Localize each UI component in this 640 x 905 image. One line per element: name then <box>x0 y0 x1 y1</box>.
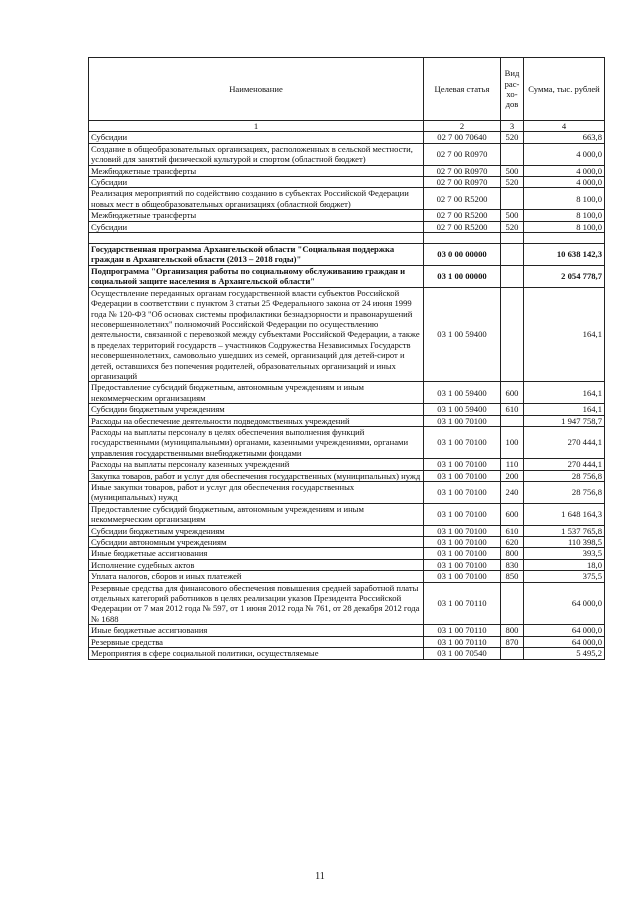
header-code: Целевая статья <box>424 58 501 121</box>
cell-kind: 520 <box>501 132 524 143</box>
table-row <box>89 537 605 548</box>
cell-kind: 100 <box>501 426 524 458</box>
cell-kind: 600 <box>501 382 524 404</box>
cell-kind: 620 <box>501 537 524 548</box>
column-number: 4 <box>524 121 605 132</box>
cell-sum: 164,1 <box>524 287 605 382</box>
cell-kind: 830 <box>501 559 524 570</box>
column-number: 3 <box>501 121 524 132</box>
cell-code: 03 1 00 70100 <box>424 559 501 570</box>
cell-kind: 850 <box>501 571 524 582</box>
table-row <box>89 415 605 426</box>
cell-code: 03 1 00 70100 <box>424 459 501 470</box>
cell-code: 03 1 00 70100 <box>424 537 501 548</box>
cell-sum: 64 000,0 <box>524 636 605 647</box>
cell-name: Иные бюджетные ассигнования <box>89 548 424 559</box>
table-row <box>89 482 605 504</box>
cell-sum: 393,5 <box>524 548 605 559</box>
table-row <box>89 382 605 404</box>
cell-code: 03 1 00 70540 <box>424 648 501 659</box>
cell-kind: 110 <box>501 459 524 470</box>
cell-kind: 610 <box>501 404 524 415</box>
cell-code: 03 1 00 70100 <box>424 415 501 426</box>
cell-code: 03 1 00 70100 <box>424 571 501 582</box>
table-row <box>89 404 605 415</box>
page-number: 11 <box>315 871 325 882</box>
cell-sum: 164,1 <box>524 404 605 415</box>
table-row <box>89 265 605 287</box>
budget-table <box>88 57 605 660</box>
cell-name: Государственная программа Архангельской области "Социальная поддержка граждан в Архангельской области (2013 – 2018 годы)" <box>89 244 424 266</box>
cell-name: Резервные средства <box>89 636 424 647</box>
cell-name: Субсидии <box>89 132 424 143</box>
cell-kind: 520 <box>501 177 524 188</box>
table-row <box>89 244 605 266</box>
table-row <box>89 165 605 176</box>
table-header-row <box>89 58 605 121</box>
cell-kind: 500 <box>501 165 524 176</box>
cell-code: 03 1 00 59400 <box>424 382 501 404</box>
cell-code: 03 1 00 70100 <box>424 525 501 536</box>
cell-kind <box>501 648 524 659</box>
cell-kind <box>501 143 524 165</box>
cell-name: Резервные средства для финансового обеспечения повышения средней заработной платы отдельных категорий работников в целях реализации указов Президента Российской Федерации от 7 мая 2012 года № 597, от 1 июня 2012 года № 761, от 28 декабря 2012 года № 1688 <box>89 582 424 625</box>
cell-name: Расходы на выплаты персоналу казенных учреждений <box>89 459 424 470</box>
cell-kind: 600 <box>501 503 524 525</box>
cell-code <box>424 233 501 244</box>
cell-name: Межбюджетные трансферты <box>89 165 424 176</box>
cell-sum: 270 444,1 <box>524 426 605 458</box>
cell-kind <box>501 582 524 625</box>
cell-kind: 870 <box>501 636 524 647</box>
cell-code: 03 1 00 70100 <box>424 503 501 525</box>
table-row <box>89 571 605 582</box>
table-row <box>89 210 605 221</box>
cell-name: Субсидии <box>89 177 424 188</box>
cell-kind <box>501 415 524 426</box>
cell-name: Субсидии бюджетным учреждениям <box>89 404 424 415</box>
header-kind: Вид рас-хо-дов <box>501 58 524 121</box>
cell-name: Субсидии автономным учреждениям <box>89 537 424 548</box>
table-row <box>89 143 605 165</box>
header-sum: Сумма, тыс. рублей <box>524 58 605 121</box>
cell-name: Закупка товаров, работ и услуг для обеспечения государственных (муниципальных) нужд <box>89 470 424 481</box>
cell-code: 03 1 00 70110 <box>424 625 501 636</box>
cell-code: 02 7 00 R5200 <box>424 210 501 221</box>
cell-code: 03 1 00 59400 <box>424 287 501 382</box>
table-row <box>89 503 605 525</box>
cell-code: 03 1 00 70110 <box>424 582 501 625</box>
column-number: 1 <box>89 121 424 132</box>
table-row <box>89 287 605 382</box>
cell-kind <box>501 265 524 287</box>
cell-sum: 1 648 164,3 <box>524 503 605 525</box>
cell-name: Осуществление переданных органам государственной власти субъектов Российской Федерации в соответствии с пунктом 3 статьи 25 Федерального закона от 24 июня 1999 года № 120-ФЗ "Об основах системы профилактики безнадзорности и правонарушений несовершеннолетних" полномочий Российской Федерации по осуществлению деятельности, связанной с перевозкой между субъектами Российской Федерации, а также в пределах территорий государств – участников Содружества Независимых Государств несовершеннолетних, самовольно ушедших из семей, организаций для детей-сирот и детей, оставшихся без попечения родителей, образовательных организаций и иных организаций <box>89 287 424 382</box>
table-row <box>89 221 605 232</box>
cell-name: Реализация мероприятий по содействию созданию в субъектах Российской Федерации новых мест в общеобразовательных организациях (областной бюджет) <box>89 188 424 210</box>
cell-kind: 520 <box>501 221 524 232</box>
cell-name: Предоставление субсидий бюджетным, автономным учреждениям и иным некоммерческим организациям <box>89 503 424 525</box>
cell-kind <box>501 233 524 244</box>
cell-kind <box>501 244 524 266</box>
cell-sum: 18,0 <box>524 559 605 570</box>
cell-name: Субсидии бюджетным учреждениям <box>89 525 424 536</box>
cell-kind: 200 <box>501 470 524 481</box>
table-row <box>89 648 605 659</box>
cell-sum: 64 000,0 <box>524 625 605 636</box>
table-row <box>89 548 605 559</box>
cell-code: 03 1 00 70100 <box>424 482 501 504</box>
cell-code: 02 7 00 R0970 <box>424 165 501 176</box>
cell-sum: 10 638 142,3 <box>524 244 605 266</box>
document-page <box>88 57 604 660</box>
cell-sum: 270 444,1 <box>524 459 605 470</box>
cell-code: 02 7 00 R0970 <box>424 143 501 165</box>
cell-sum: 64 000,0 <box>524 582 605 625</box>
cell-sum: 4 000,0 <box>524 165 605 176</box>
cell-name: Уплата налогов, сборов и иных платежей <box>89 571 424 582</box>
table-row <box>89 132 605 143</box>
cell-sum: 28 756,8 <box>524 482 605 504</box>
cell-sum: 1 947 758,7 <box>524 415 605 426</box>
cell-kind <box>501 188 524 210</box>
cell-sum: 110 398,5 <box>524 537 605 548</box>
cell-name: Исполнение судебных актов <box>89 559 424 570</box>
cell-name: Иные бюджетные ассигнования <box>89 625 424 636</box>
table-body <box>89 132 605 659</box>
cell-sum: 4 000,0 <box>524 177 605 188</box>
cell-name: Расходы на обеспечение деятельности подведомственных учреждений <box>89 415 424 426</box>
cell-name <box>89 233 424 244</box>
header-name: Наименование <box>89 58 424 121</box>
table-row <box>89 470 605 481</box>
cell-code: 03 1 00 00000 <box>424 265 501 287</box>
cell-code: 03 1 00 70110 <box>424 636 501 647</box>
table-row <box>89 177 605 188</box>
table-row <box>89 559 605 570</box>
cell-code: 02 7 00 70640 <box>424 132 501 143</box>
cell-sum: 164,1 <box>524 382 605 404</box>
cell-sum: 375,5 <box>524 571 605 582</box>
cell-code: 03 1 00 59400 <box>424 404 501 415</box>
cell-code: 03 1 00 70100 <box>424 426 501 458</box>
cell-sum: 2 054 778,7 <box>524 265 605 287</box>
column-number: 2 <box>424 121 501 132</box>
cell-sum: 8 100,0 <box>524 221 605 232</box>
cell-kind: 240 <box>501 482 524 504</box>
cell-code: 03 1 00 70100 <box>424 470 501 481</box>
cell-sum: 4 000,0 <box>524 143 605 165</box>
cell-name: Создание в общеобразовательных организациях, расположенных в сельской местности, условий для занятий физической культурой и спортом (областной бюджет) <box>89 143 424 165</box>
table-row <box>89 625 605 636</box>
cell-sum: 8 100,0 <box>524 210 605 221</box>
cell-kind <box>501 287 524 382</box>
table-row <box>89 636 605 647</box>
cell-name: Мероприятия в сфере социальной политики, осуществляемые <box>89 648 424 659</box>
cell-code: 02 7 00 R5200 <box>424 188 501 210</box>
cell-name: Иные закупки товаров, работ и услуг для обеспечения государственных (муниципальных) нужд <box>89 482 424 504</box>
cell-code: 03 1 00 70100 <box>424 548 501 559</box>
column-number-row <box>89 121 605 132</box>
cell-name: Межбюджетные трансферты <box>89 210 424 221</box>
cell-sum: 1 537 765,8 <box>524 525 605 536</box>
cell-sum <box>524 233 605 244</box>
cell-kind: 500 <box>501 210 524 221</box>
cell-sum: 8 100,0 <box>524 188 605 210</box>
cell-sum: 5 495,2 <box>524 648 605 659</box>
cell-code: 03 0 00 00000 <box>424 244 501 266</box>
cell-code: 02 7 00 R0970 <box>424 177 501 188</box>
table-row <box>89 525 605 536</box>
cell-sum: 28 756,8 <box>524 470 605 481</box>
cell-kind: 800 <box>501 625 524 636</box>
cell-kind: 610 <box>501 525 524 536</box>
spacer-row <box>89 233 605 244</box>
cell-name: Субсидии <box>89 221 424 232</box>
cell-name: Предоставление субсидий бюджетным, автономным учреждениям и иным некоммерческим организациям <box>89 382 424 404</box>
table-row <box>89 188 605 210</box>
cell-name: Подпрограмма "Организация работы по социальному обслуживанию граждан и социальной защите населения в Архангельской области" <box>89 265 424 287</box>
table-row <box>89 426 605 458</box>
cell-code: 02 7 00 R5200 <box>424 221 501 232</box>
cell-name: Расходы на выплаты персоналу в целях обеспечения выполнения функций государственными (муниципальными) органами, казенными учреждениями, органами управления государственными внебюджетными фондами <box>89 426 424 458</box>
cell-sum: 663,8 <box>524 132 605 143</box>
table-row <box>89 459 605 470</box>
table-row <box>89 582 605 625</box>
cell-kind: 800 <box>501 548 524 559</box>
